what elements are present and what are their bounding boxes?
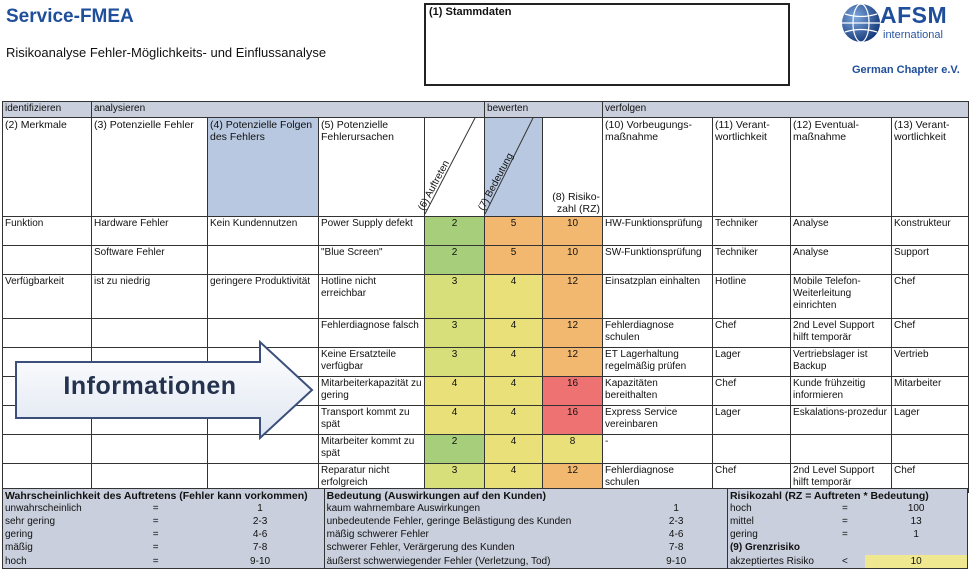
cell-eventual[interactable]: Mobile Telefon-Weiterleitung einrichten: [791, 275, 892, 319]
cell-risikozahl[interactable]: 10: [543, 246, 603, 275]
legend-item: äußerst schwerwiegender Fehler (Verletzung, Tod): [324, 555, 625, 569]
legend-value: 7-8: [668, 542, 684, 554]
cell-auftreten[interactable]: 3: [425, 464, 485, 493]
cell-auftreten[interactable]: 3: [425, 348, 485, 377]
cell-auftreten[interactable]: 2: [425, 435, 485, 464]
cell-eventual[interactable]: Analyse: [791, 246, 892, 275]
page-title: Service-FMEA: [6, 6, 134, 27]
legend-value: 4-6: [668, 529, 684, 541]
legend-item: mittel: [727, 515, 824, 528]
legend-eq: =: [152, 542, 159, 554]
cell-eventual[interactable]: 2nd Level Support hilft temporär: [791, 319, 892, 348]
col-header-folgen: (4) Potenzielle Folgen des Fehlers: [208, 118, 319, 217]
cell-bedeutung[interactable]: 4: [485, 435, 543, 464]
logo-chapter: German Chapter e.V.: [852, 64, 960, 76]
cell-auftreten[interactable]: 2: [425, 246, 485, 275]
table-row: [3, 246, 969, 275]
cell-verantwortlichkeit-2[interactable]: Konstrukteur: [892, 217, 969, 246]
legend-value: 1: [913, 529, 919, 541]
cell-bedeutung[interactable]: 4: [485, 406, 543, 435]
cell-ursache[interactable]: Keine Ersatzteile verfügbar: [319, 348, 425, 377]
cell-vorbeugung[interactable]: -: [603, 435, 713, 464]
cell-fehler[interactable]: Software Fehler: [92, 246, 208, 275]
stammdaten-label: (1) Stammdaten: [429, 6, 512, 18]
legend-value: 1: [257, 502, 263, 514]
cell-auftreten[interactable]: 3: [425, 275, 485, 319]
legend-value: 2-3: [252, 515, 268, 527]
legend-grenzrisiko-title: (9) Grenzrisiko: [727, 542, 967, 555]
cell-risikozahl[interactable]: 12: [543, 319, 603, 348]
cell-risikozahl[interactable]: 8: [543, 435, 603, 464]
cell-auftreten[interactable]: 4: [425, 406, 485, 435]
cell-eventual[interactable]: [791, 435, 892, 464]
legend-eq: =: [841, 515, 848, 527]
col-header-vorbeugung: (10) Vorbeugungs-maßnahme: [603, 118, 713, 217]
cell-risikozahl[interactable]: 12: [543, 275, 603, 319]
legend-value: 7-8: [252, 542, 268, 554]
cell-verantwortlichkeit[interactable]: [713, 435, 791, 464]
cell-verantwortlichkeit-2[interactable]: Chef: [892, 319, 969, 348]
cell-auftreten[interactable]: 2: [425, 217, 485, 246]
legend-eq: =: [152, 515, 159, 527]
arrow-label: Informationen: [63, 372, 237, 400]
legend-item: gering: [5, 529, 33, 541]
stammdaten-box[interactable]: [424, 3, 790, 86]
cell-verantwortlichkeit[interactable]: Chef: [713, 377, 791, 406]
legend-value: 4-6: [252, 529, 268, 541]
cell-bedeutung[interactable]: 5: [485, 246, 543, 275]
cell-bedeutung[interactable]: 4: [485, 275, 543, 319]
cell-vorbeugung[interactable]: Fehlerdiagnose schulen: [603, 319, 713, 348]
col-header-verantwortlichkeit: (11) Verant-wortlichkeit: [713, 118, 791, 217]
col-header-risikozahl: (8) Risiko-zahl (RZ): [543, 118, 603, 217]
legend-item: schwerer Fehler, Verärgerung des Kunden: [324, 542, 625, 555]
cell-eventual[interactable]: 2nd Level Support hilft temporär: [791, 464, 892, 493]
legend-grenzrisiko-op: <: [841, 555, 848, 567]
col-header-fehler: (3) Potenzielle Fehler: [92, 118, 208, 217]
globe-icon: [840, 2, 882, 44]
grenzrisiko-value[interactable]: 10: [865, 555, 967, 569]
cell-eventual[interactable]: Vertriebslager ist Backup: [791, 348, 892, 377]
cell-ursache[interactable]: Reparatur nicht erfolgreich: [319, 464, 425, 493]
cell-bedeutung[interactable]: 4: [485, 464, 543, 493]
cell-verantwortlichkeit[interactable]: Hotline: [713, 275, 791, 319]
col-header-eventual: (12) Eventual-maßnahme: [791, 118, 892, 217]
cell-risikozahl[interactable]: 16: [543, 377, 603, 406]
cell-folgen[interactable]: geringere Produktivität: [208, 275, 319, 319]
legend-auftreten-title: Wahrscheinlichkeit des Auftretens (Fehler kann vorkommen): [5, 489, 308, 502]
legend-item: kaum wahrnembare Auswirkungen: [324, 502, 625, 515]
cell-vorbeugung[interactable]: SW-Funktionsprüfung: [603, 246, 713, 275]
cell-verantwortlichkeit-2[interactable]: Mitarbeiter: [892, 377, 969, 406]
cell-merkmal[interactable]: Funktion: [3, 217, 92, 246]
cell-verantwortlichkeit-2[interactable]: Chef: [892, 464, 969, 493]
cell-bedeutung[interactable]: 5: [485, 217, 543, 246]
legend-grenzrisiko-label: akzeptiertes Risiko: [727, 555, 824, 569]
legend-value: 1: [673, 502, 679, 514]
legend-item: mäßig schwerer Fehler: [324, 529, 625, 542]
legend-eq: =: [152, 555, 159, 567]
afsm-logo: [838, 2, 968, 78]
section-identifizieren: identifizieren: [3, 102, 92, 118]
cell-eventual[interactable]: Kunde frühzeitig informieren: [791, 377, 892, 406]
auftreten-label: (6) Auftreten: [416, 158, 452, 213]
legend-value: 9-10: [250, 555, 271, 567]
legend-table: [2, 488, 968, 569]
cell-vorbeugung[interactable]: Einsatzplan einhalten: [603, 275, 713, 319]
cell-vorbeugung[interactable]: Kapazitäten bereithalten: [603, 377, 713, 406]
table-row: [3, 217, 969, 246]
cell-merkmal[interactable]: [3, 246, 92, 275]
cell-risikozahl[interactable]: 12: [543, 464, 603, 493]
logo-sub: international: [883, 29, 943, 41]
col-header-auftreten: [416, 118, 485, 217]
col-header-merkmale: (2) Merkmale: [3, 118, 92, 217]
cell-verantwortlichkeit-2[interactable]: [892, 435, 969, 464]
cell-fehler[interactable]: Hardware Fehler: [92, 217, 208, 246]
page-subtitle: Risikoanalyse Fehler-Möglichkeits- und Einflussanalyse: [6, 45, 327, 60]
cell-risikozahl[interactable]: 16: [543, 406, 603, 435]
cell-ursache[interactable]: "Blue Screen": [319, 246, 425, 275]
legend-item: unwahrscheinlich: [5, 502, 82, 514]
legend-bedeutung-title: Bedeutung (Auswirkungen auf den Kunden): [324, 489, 727, 503]
logo-name: AFSM: [880, 2, 948, 28]
cell-verantwortlichkeit[interactable]: Lager: [713, 348, 791, 377]
cell-vorbeugung[interactable]: Fehlerdiagnose schulen: [603, 464, 713, 493]
legend-item: hoch: [727, 502, 824, 515]
cell-ursache[interactable]: Power Supply defekt: [319, 217, 425, 246]
section-bewerten: bewerten: [485, 102, 603, 118]
cell-auftreten[interactable]: 3: [425, 319, 485, 348]
cell-folgen[interactable]: Kein Kundennutzen: [208, 217, 319, 246]
legend-eq: =: [152, 502, 159, 514]
cell-risikozahl[interactable]: 12: [543, 348, 603, 377]
cell-ursache[interactable]: Fehlerdiagnose falsch: [319, 319, 425, 348]
cell-verantwortlichkeit-2[interactable]: Lager: [892, 406, 969, 435]
legend-item: unbedeutende Fehler, geringe Belästigung des Kunden: [324, 515, 625, 528]
cell-ursache[interactable]: Mitarbeiter kommt zu spät: [319, 435, 425, 464]
cell-vorbeugung[interactable]: HW-Funktionsprüfung: [603, 217, 713, 246]
col-header-bedeutung: [476, 118, 543, 217]
cell-bedeutung[interactable]: 4: [485, 377, 543, 406]
legend-value: 2-3: [668, 515, 684, 527]
cell-auftreten[interactable]: 4: [425, 377, 485, 406]
legend-eq: =: [841, 529, 848, 541]
cell-verantwortlichkeit-2[interactable]: Chef: [892, 275, 969, 319]
legend-risikozahl-title: Risikozahl (RZ = Auftreten * Bedeutung): [727, 489, 967, 503]
cell-verantwortlichkeit-2[interactable]: Vertrieb: [892, 348, 969, 377]
cell-bedeutung[interactable]: 4: [485, 319, 543, 348]
cell-verantwortlichkeit[interactable]: Techniker: [713, 217, 791, 246]
legend-value: 13: [910, 515, 922, 527]
cell-verantwortlichkeit[interactable]: Chef: [713, 319, 791, 348]
cell-merkmal[interactable]: Verfügbarkeit: [3, 275, 92, 319]
legend-item: gering: [727, 529, 824, 542]
cell-verantwortlichkeit[interactable]: Techniker: [713, 246, 791, 275]
cell-ursache[interactable]: Hotline nicht erreichbar: [319, 275, 425, 319]
section-analysieren: analysieren: [92, 102, 485, 118]
cell-vorbeugung[interactable]: ET Lagerhaltung regelmäßig prüfen: [603, 348, 713, 377]
legend-item: sehr gering: [5, 515, 56, 527]
legend-value: 9-10: [666, 555, 687, 567]
cell-vorbeugung[interactable]: Express Service vereinbaren: [603, 406, 713, 435]
legend-item: mäßig: [5, 542, 33, 554]
cell-fehler[interactable]: ist zu niedrig: [92, 275, 208, 319]
cell-ursache[interactable]: Mitarbeiterkapazität zu gering: [319, 377, 425, 406]
table-row: [3, 275, 969, 319]
col-header-verantwortlichkeit-2: (13) Verant-wortlichkeit: [892, 118, 969, 217]
cell-eventual[interactable]: Eskalations-prozedur: [791, 406, 892, 435]
cell-verantwortlichkeit[interactable]: Lager: [713, 406, 791, 435]
legend-item: hoch: [5, 555, 27, 567]
cell-verantwortlichkeit[interactable]: Chef: [713, 464, 791, 493]
cell-verantwortlichkeit-2[interactable]: Support: [892, 246, 969, 275]
cell-eventual[interactable]: Analyse: [791, 217, 892, 246]
section-verfolgen: verfolgen: [603, 102, 969, 118]
cell-folgen[interactable]: [208, 246, 319, 275]
cell-bedeutung[interactable]: 4: [485, 348, 543, 377]
cell-risikozahl[interactable]: 10: [543, 217, 603, 246]
bedeutung-label: (7) Bedeutung: [476, 151, 516, 213]
legend-eq: =: [152, 529, 159, 541]
legend-eq: =: [841, 502, 848, 514]
col-header-ursachen: (5) Potenzielle Fehlerursachen: [319, 118, 425, 217]
legend-value: 100: [907, 502, 925, 514]
cell-ursache[interactable]: Transport kommt zu spät: [319, 406, 425, 435]
